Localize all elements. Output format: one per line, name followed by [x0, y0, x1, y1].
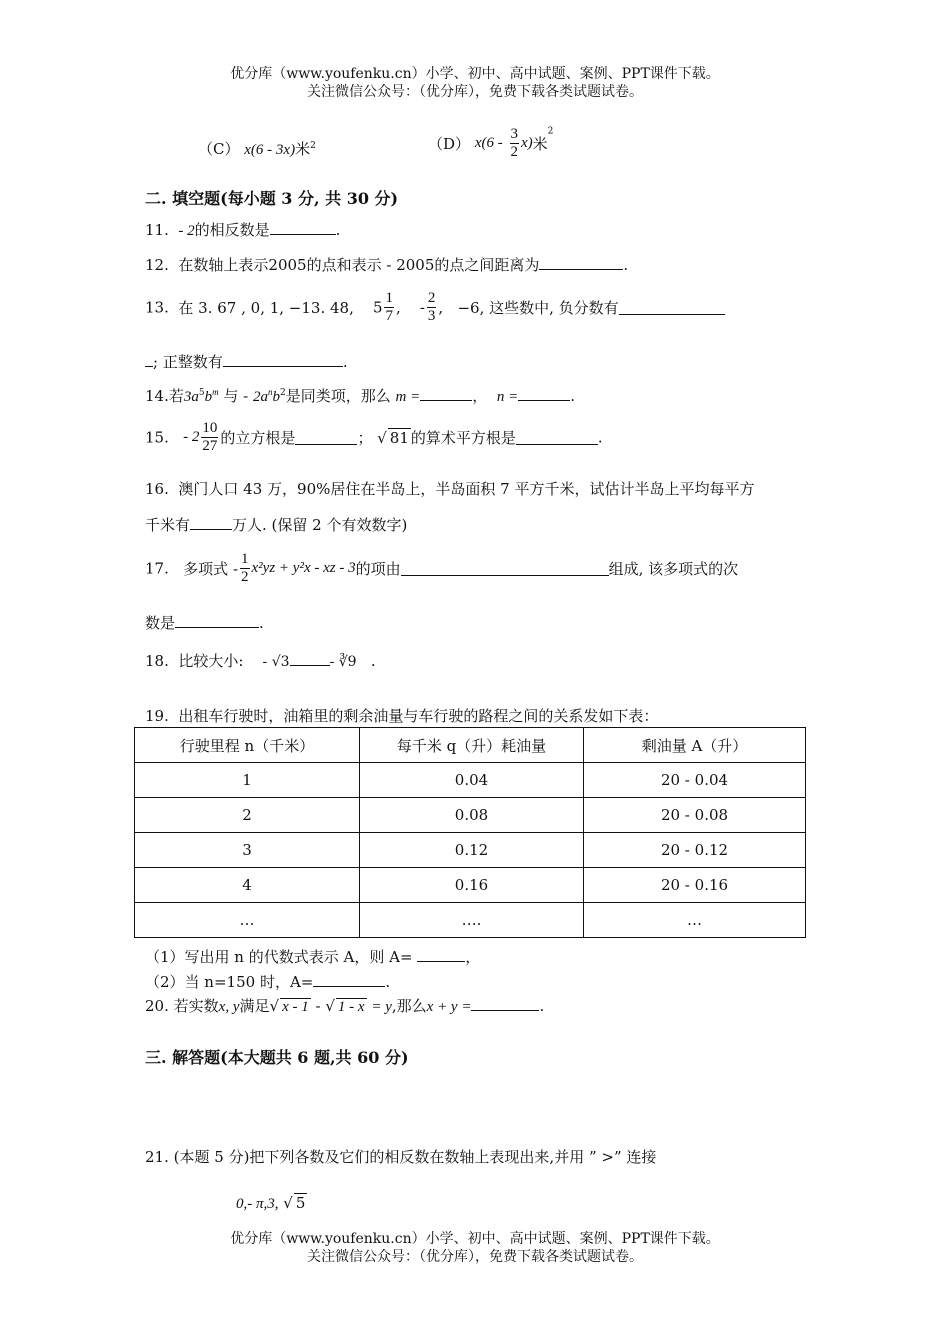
- question-19-part-1: （1）写出用 n 的代数式表示 A，则 A= ，: [145, 948, 481, 966]
- footer-line-2: 关注微信公众号：（优分库），免费下载各类试题试卷。: [307, 1249, 643, 1265]
- section-2-title: 二. 填空题(每小题 3 分, 共 30 分): [145, 189, 399, 208]
- question-15: 15. - 2 $\frac{10}{27}$ 的立方根是 ； √ 81 的算术平方根是 .: [145, 420, 603, 454]
- answer-blank: [518, 386, 570, 401]
- answer-blank: [290, 655, 330, 666]
- answer-blank: [270, 220, 336, 235]
- table-cell: 0.12: [360, 833, 584, 868]
- option-d: （D） x(6 - $\frac{3}{2}$ x)米$^2$: [428, 126, 554, 160]
- table-cell: 4: [135, 868, 360, 903]
- section-3-title: 三. 解答题(本大题共 6 题,共 60 分): [145, 1048, 409, 1067]
- question-21-numbers: 0,- π,3, √ 5: [236, 1194, 306, 1212]
- table-cell: …: [135, 903, 360, 938]
- question-19-part-2: （2）当 n=150 时，A= .: [145, 973, 391, 991]
- table-header-row: [135, 728, 806, 763]
- question-18: 18. 比较大小: - √3 - ∛9 .: [145, 652, 376, 670]
- mixed-fraction: $\frac{10}{27}$: [202, 420, 218, 454]
- answer-blank: [516, 430, 598, 445]
- table-row: [135, 763, 806, 798]
- table-cell: 3: [135, 833, 360, 868]
- question-14: 14.若$3a^5b^m$ 与 - $2a^nb^2$是同类项，那么 m = ， n = .: [145, 387, 575, 405]
- question-20: 20. 若实数x, y满足√ x - 1 - √ 1 - x = y,那么x + y = .: [145, 997, 545, 1015]
- question-16-line-2: 千米有 万人. (保留 2 个有效数字): [145, 516, 408, 534]
- fraction-one-half: $\frac{1}{2}$: [241, 551, 249, 585]
- answer-blank: [145, 352, 153, 367]
- header-line-2: 关注微信公众号：（优分库），免费下载各类试题试卷。: [307, 84, 643, 100]
- answer-blank: [417, 947, 465, 962]
- footer-line-1: 优分库（www.youfenku.cn）小学、初中、高中试题、案例、PPT课件下载。: [230, 1231, 720, 1247]
- question-21: 21. (本题 5 分)把下列各数及它们的相反数在数轴上表现出来,并用 ” >” 连接: [145, 1148, 657, 1166]
- table-row: [135, 798, 806, 833]
- mixed-fraction: $\frac{1}{7}$: [385, 290, 393, 324]
- negative-fraction: $\frac{2}{3}$: [427, 290, 436, 324]
- table-cell: 20 - 0.12: [584, 833, 806, 868]
- table-cell: 20 - 0.04: [584, 763, 806, 798]
- header-line-1: 优分库（www.youfenku.cn）小学、初中、高中试题、案例、PPT课件下载。: [230, 66, 720, 82]
- answer-blank: [295, 430, 357, 445]
- fuel-table: [134, 727, 806, 938]
- option-c: （C） x(6 - 3x)米$^2$: [198, 140, 316, 158]
- table-cell: …: [584, 903, 806, 938]
- option-d-fraction: $\frac{3}{2}$: [510, 126, 518, 160]
- question-17: 17. 多项式 - $\frac{1}{2}$ x²yz + y²x - xz - 3的项由 组成, 该多项式的次: [145, 551, 739, 585]
- table-cell: 0.08: [360, 798, 584, 833]
- answer-blank: [223, 352, 343, 367]
- table-cell: 0.04: [360, 763, 584, 798]
- question-19: 19. 出租车行驶时，油箱里的剩余油量与车行驶的路程之间的关系发如下表：: [145, 707, 659, 725]
- table-header-cell: 每千米 q（升）耗油量: [360, 728, 584, 763]
- question-13-line-2: ; 正整数有 .: [145, 351, 348, 372]
- table-cell: 1: [135, 763, 360, 798]
- table-cell: ….: [360, 903, 584, 938]
- answer-blank: [175, 613, 259, 628]
- table-cell: 0.16: [360, 868, 584, 903]
- answer-blank: [420, 386, 472, 401]
- table-cell: 20 - 0.08: [584, 798, 806, 833]
- answer-blank: [471, 996, 539, 1011]
- question-12: 12. 在数轴上表示2005的点和表示 - 2005的点之间距离为 .: [145, 256, 629, 274]
- table-row: [135, 833, 806, 868]
- question-11: 11. - 2的相反数是 .: [145, 221, 341, 239]
- question-13: 13. 在 3. 67 , 0, 1, −13. 48, 5 $\frac{1}{7}$ , - $\frac{2}{3}$ , −6, 这些数中, 负分数有: [145, 290, 725, 325]
- table-cell: 2: [135, 798, 360, 833]
- table-header-cell: 剩油量 A（升）: [584, 728, 806, 763]
- table-row: [135, 903, 806, 938]
- table-header-cell: 行驶里程 n（千米）: [135, 728, 360, 763]
- question-16: 16. 澳门人口 43 万，90%居住在半岛上，半岛面积 7 平方千米，试估计半岛上平均每平方: [145, 480, 755, 498]
- answer-blank: [313, 972, 385, 987]
- answer-blank: [401, 561, 609, 576]
- answer-blank: [619, 300, 725, 315]
- answer-blank: [539, 255, 623, 270]
- question-17-line-2: 数是 .: [145, 614, 264, 632]
- table-row: [135, 868, 806, 903]
- table-cell: 20 - 0.16: [584, 868, 806, 903]
- answer-blank: [190, 515, 232, 530]
